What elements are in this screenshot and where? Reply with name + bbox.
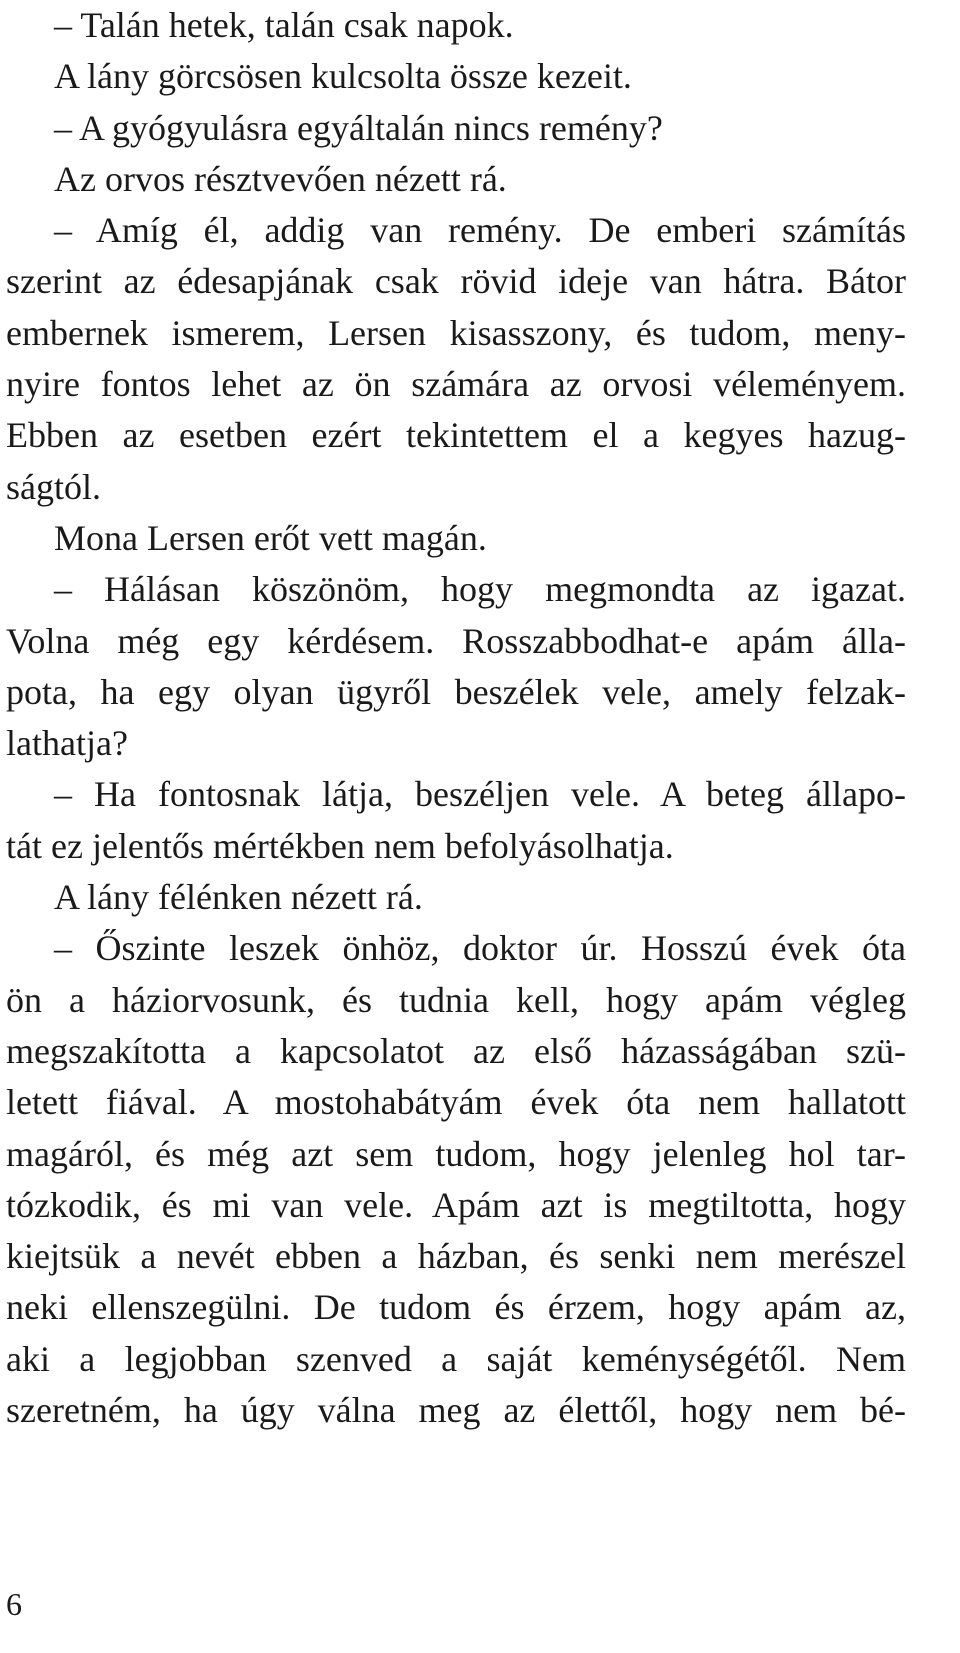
text-line: – Amíg él, addig van remény. De emberi számítás bbox=[54, 210, 906, 251]
text-line: szeretném, ha úgy válna meg az élettől, hogy nem bé- bbox=[6, 1390, 906, 1431]
text-line: A lány félénken nézett rá. bbox=[54, 877, 423, 918]
text-line: magáról, és még azt sem tudom, hogy jelenleg hol tar- bbox=[6, 1133, 906, 1174]
text-line: – Talán hetek, talán csak napok. bbox=[54, 5, 514, 45]
text-line: tózkodik, és mi van vele. Apám azt is megtiltotta, hogy bbox=[6, 1184, 906, 1225]
text-line: embernek ismerem, Lersen kisasszony, és tudom, meny- bbox=[6, 312, 906, 353]
text-line: ön a háziorvosunk, és tudnia kell, hogy apám végleg bbox=[6, 979, 906, 1020]
text-line: kiejtsük a nevét ebben a házban, és senki nem merészel bbox=[6, 1236, 906, 1277]
text-line: tát ez jelentős mértékben nem befolyásolhatja. bbox=[6, 825, 674, 866]
text-line: letett fiával. A mostohabátyám évek óta nem hallatott bbox=[6, 1082, 906, 1123]
text-line: szerint az édesapjának csak rövid ideje van hátra. Bátor bbox=[6, 261, 906, 302]
text-line: A lány görcsösen kulcsolta össze kezeit. bbox=[54, 56, 632, 97]
text-line: megszakította a kapcsolatot az első házasságában szü- bbox=[6, 1030, 906, 1071]
text-line: neki ellenszegülni. De tudom és érzem, hogy apám az, bbox=[6, 1287, 906, 1328]
body-text bbox=[6, 0, 906, 1436]
text-line: lathatja? bbox=[6, 723, 128, 764]
text-line: – A gyógyulásra egyáltalán nincs remény? bbox=[54, 107, 663, 148]
text-line: nyire fontos lehet az ön számára az orvosi véleményem. bbox=[6, 364, 906, 405]
text-line: aki a legjobban szenved a saját keménységétől. Nem bbox=[6, 1338, 906, 1379]
text-line: Az orvos résztvevően nézett rá. bbox=[54, 158, 507, 199]
page-number: 6 bbox=[6, 1586, 22, 1622]
text-line: – Ha fontosnak látja, beszéljen vele. A beteg állapo- bbox=[54, 774, 906, 815]
text-line: – Hálásan köszönöm, hogy megmondta az igazat. bbox=[54, 569, 906, 610]
text-line: Volna még egy kérdésem. Rosszabbodhat-e apám álla- bbox=[6, 620, 906, 661]
text-line: Ebben az esetben ezért tekintettem el a kegyes hazug- bbox=[6, 415, 906, 456]
text-line: Mona Lersen erőt vett magán. bbox=[54, 517, 487, 558]
text-line: pota, ha egy olyan ügyről beszélek vele, amely felzak- bbox=[6, 671, 906, 712]
text-line: – Őszinte leszek önhöz, doktor úr. Hosszú évek óta bbox=[54, 928, 906, 969]
text-line: ságtól. bbox=[6, 466, 101, 507]
